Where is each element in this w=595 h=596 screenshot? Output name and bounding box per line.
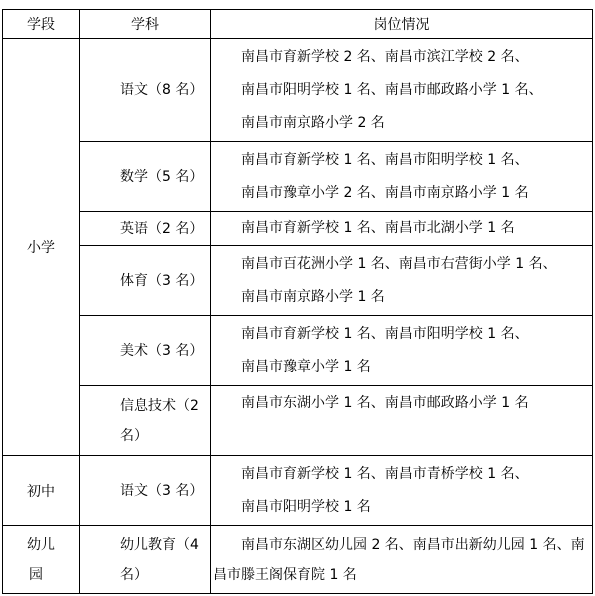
stage-cell-primary: 小学 xyxy=(3,39,80,456)
table-row xyxy=(3,386,593,456)
position-line: 南昌市南京路小学 2 名 xyxy=(241,114,385,131)
position-line: 南昌市阳明学校 1 名、南昌市邮政路小学 1 名、 xyxy=(241,81,543,98)
positions-table xyxy=(2,9,593,594)
table-row xyxy=(3,456,593,526)
table-row xyxy=(3,246,593,316)
table-header-row xyxy=(3,10,593,39)
header-stage: 学段 xyxy=(3,10,80,39)
position-line: 南昌市东湖小学 1 名、南昌市邮政路小学 1 名 xyxy=(241,395,529,411)
positions-cell xyxy=(211,316,593,386)
subject-cell: 数学（5 名） xyxy=(80,142,211,212)
position-line: 南昌市豫章小学 1 名 xyxy=(241,358,371,375)
stage-cell-middle: 初中 xyxy=(3,456,80,526)
position-line: 南昌市豫章小学 2 名、南昌市南京路小学 1 名 xyxy=(241,184,529,201)
subject-cell: 语文（8 名） xyxy=(80,39,211,142)
positions-cell xyxy=(211,246,593,316)
subject-cell: 语文（3 名） xyxy=(80,456,211,526)
subject-cell: 体育（3 名） xyxy=(80,246,211,316)
subject-line: 名） xyxy=(120,566,148,583)
subject-cell: 英语（2 名） xyxy=(80,212,211,246)
subject-line: 名） xyxy=(120,427,148,444)
positions-cell xyxy=(211,526,593,594)
positions-cell xyxy=(211,456,593,526)
table-row xyxy=(3,316,593,386)
position-line: 南昌市阳明学校 1 名 xyxy=(241,498,371,515)
position-line: 南昌市育新学校 1 名、南昌市阳明学校 1 名、 xyxy=(241,151,529,168)
subject-cell xyxy=(80,526,211,594)
header-subject: 学科 xyxy=(80,10,211,39)
position-line: 南昌市育新学校 1 名、南昌市阳明学校 1 名、 xyxy=(241,325,529,342)
position-line: 南昌市育新学校 1 名、南昌市青桥学校 1 名、 xyxy=(241,465,529,482)
positions-cell xyxy=(211,39,593,142)
positions-cell xyxy=(211,212,593,246)
positions-cell xyxy=(211,386,593,456)
table-row xyxy=(3,39,593,142)
subject-cell: 美术（3 名） xyxy=(80,316,211,386)
positions-cell xyxy=(211,142,593,212)
subject-line: 信息技术（2 xyxy=(120,397,199,414)
position-line: 南昌市东湖区幼儿园 2 名、南昌市出新幼儿园 1 名、南 xyxy=(241,536,585,553)
stage-line: 园 xyxy=(29,566,43,583)
stage-cell-kindergarten xyxy=(3,526,80,594)
position-line: 昌市滕王阁保育院 1 名 xyxy=(213,566,357,583)
table-row xyxy=(3,142,593,212)
subject-line: 幼儿教育（4 xyxy=(120,536,199,553)
position-line: 南昌市百花洲小学 1 名、南昌市右营街小学 1 名、 xyxy=(241,255,557,272)
subject-cell xyxy=(80,386,211,456)
header-positions: 岗位情况 xyxy=(211,10,593,39)
stage-line: 幼儿 xyxy=(27,536,55,553)
position-line: 南昌市南京路小学 1 名 xyxy=(241,288,385,305)
position-line: 南昌市育新学校 2 名、南昌市滨江学校 2 名、 xyxy=(241,48,529,65)
table-row xyxy=(3,526,593,594)
table-row xyxy=(3,212,593,246)
position-line: 南昌市育新学校 1 名、南昌市北湖小学 1 名 xyxy=(241,220,515,236)
